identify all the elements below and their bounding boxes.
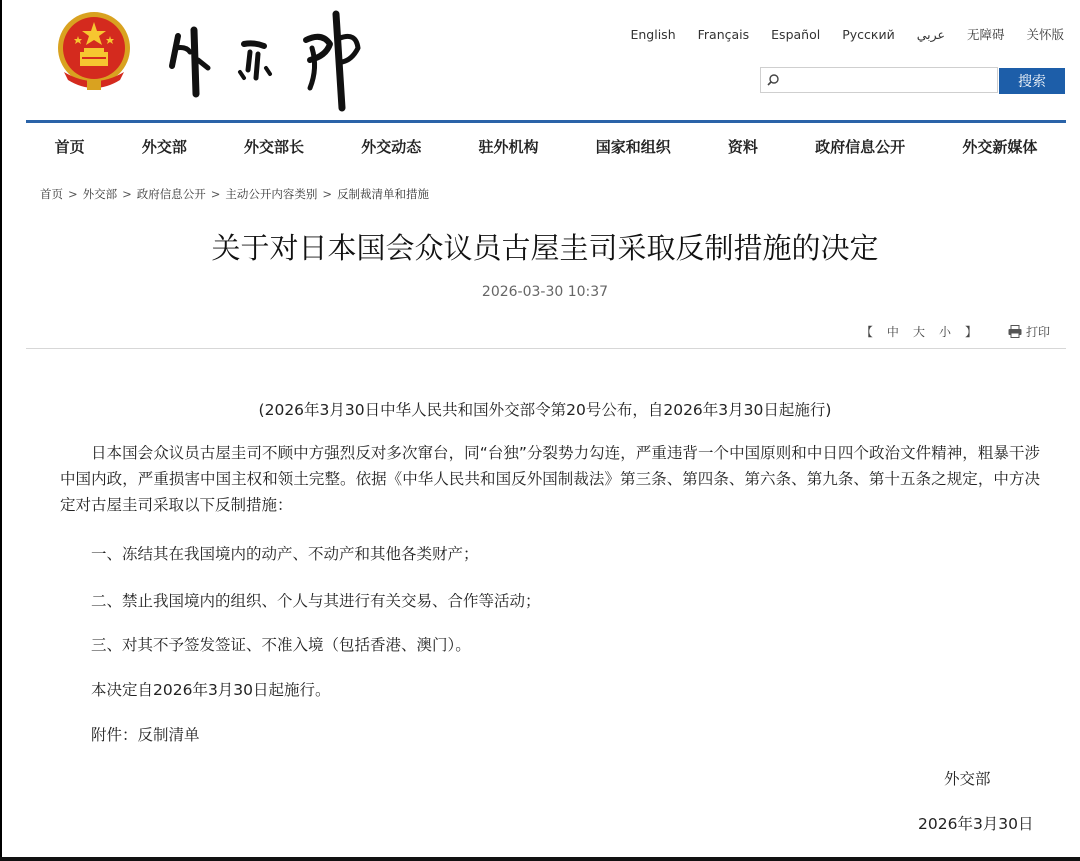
effective-date-statement: 本决定自2026年3月30日起施行。 [91, 681, 331, 699]
care-version-link[interactable]: 关怀版 [1026, 27, 1064, 42]
bracket-open: 【 [860, 325, 873, 339]
search-input[interactable] [781, 70, 995, 92]
font-size-small-button[interactable]: 小 [938, 325, 951, 339]
signer: 外交部 [944, 770, 991, 788]
font-size-large-button[interactable]: 中 [886, 325, 899, 339]
lang-link-spanish[interactable]: Español [771, 27, 821, 42]
breadcrumb-item-ministry[interactable]: 外交部 [82, 187, 118, 201]
nav-item-ministry[interactable]: 外交部 [141, 137, 187, 156]
accessibility-link[interactable]: 无障碍 [966, 27, 1005, 42]
search-box [760, 67, 998, 93]
ministry-calligraphy-logo[interactable] [160, 8, 370, 112]
lang-link-french[interactable]: Français [697, 27, 750, 42]
signature-date: 2026年3月30日 [918, 815, 1034, 833]
breadcrumb-item-gov-info[interactable]: 政府信息公开 [136, 187, 206, 201]
lang-link-russian[interactable]: Русский [842, 27, 895, 42]
lang-link-english[interactable]: English [630, 27, 676, 42]
breadcrumb-item-home[interactable]: 首页 [40, 187, 63, 201]
article-tools [854, 323, 1050, 340]
national-emblem-logo[interactable] [54, 10, 134, 96]
font-size-medium-button[interactable]: 大 [912, 325, 925, 339]
window-frame-bottom [0, 857, 1080, 861]
decree-subtitle: (2026年3月30日中华人民共和国外交部令第20号公布，自2026年3月30日起施行) [258, 401, 832, 419]
attachment-link[interactable]: 附件：反制清单 [91, 726, 200, 744]
bracket-close: 】 [964, 325, 977, 339]
measure-item-3: 三、对其不予签发签证、不准入境（包括香港、澳门）。 [91, 636, 471, 654]
search-icon [766, 73, 780, 87]
breadcrumb-item-current[interactable]: 反制裁清单和措施 [337, 187, 430, 201]
nav-item-countries[interactable]: 国家和组织 [595, 137, 671, 156]
nav-item-minister[interactable]: 外交部长 [244, 137, 305, 156]
lang-link-arabic[interactable]: عربي [916, 27, 945, 42]
main-nav [26, 120, 1066, 169]
breadcrumb-separator: > [322, 187, 333, 201]
search-button[interactable]: 搜索 [999, 68, 1065, 94]
nav-item-home[interactable]: 首页 [54, 137, 85, 156]
window-frame-left [0, 0, 2, 861]
article-title: 关于对日本国会众议员古屋圭司采取反制措施的决定 [211, 231, 879, 265]
breadcrumb-separator: > [122, 187, 132, 201]
article-paragraph: 日本国会众议员古屋圭司不顾中方强烈反对多次窜台，同“台独”分裂势力勾连，严重违背一个中国原则和中日四个政治文件精神，粗暴干涉中国内政，严重损害中国主权和领土完整。依据《中华人民共和国反外国制裁法》第三条、第四条、第六条、第九条、第十五条之规定，中方决定对古屋圭司采取以下反制措施： [60, 444, 1040, 514]
language-links [608, 26, 1064, 44]
breadcrumb-separator: > [68, 187, 78, 201]
nav-item-resources[interactable]: 资料 [727, 137, 758, 156]
breadcrumb-separator: > [210, 187, 221, 201]
nav-item-gov-info[interactable]: 政府信息公开 [815, 137, 906, 156]
printer-icon[interactable] [1008, 325, 1022, 338]
nav-item-missions[interactable]: 驻外机构 [478, 137, 539, 156]
breadcrumb-item-category[interactable]: 主动公开内容类别 [225, 187, 318, 201]
nav-item-news[interactable]: 外交动态 [361, 137, 422, 156]
font-size-controls [854, 323, 984, 340]
nav-item-new-media[interactable]: 外交新媒体 [962, 137, 1038, 156]
header-divider [26, 348, 1066, 349]
breadcrumb [40, 186, 429, 202]
measure-item-1: 一、冻结其在我国境内的动产、不动产和其他各类财产； [91, 545, 479, 563]
article-datetime: 2026-03-30 10:37 [481, 284, 609, 300]
print-link[interactable]: 打印 [1025, 325, 1050, 339]
measure-item-2: 二、禁止我国境内的组织、个人与其进行有关交易、合作等活动； [91, 592, 541, 610]
